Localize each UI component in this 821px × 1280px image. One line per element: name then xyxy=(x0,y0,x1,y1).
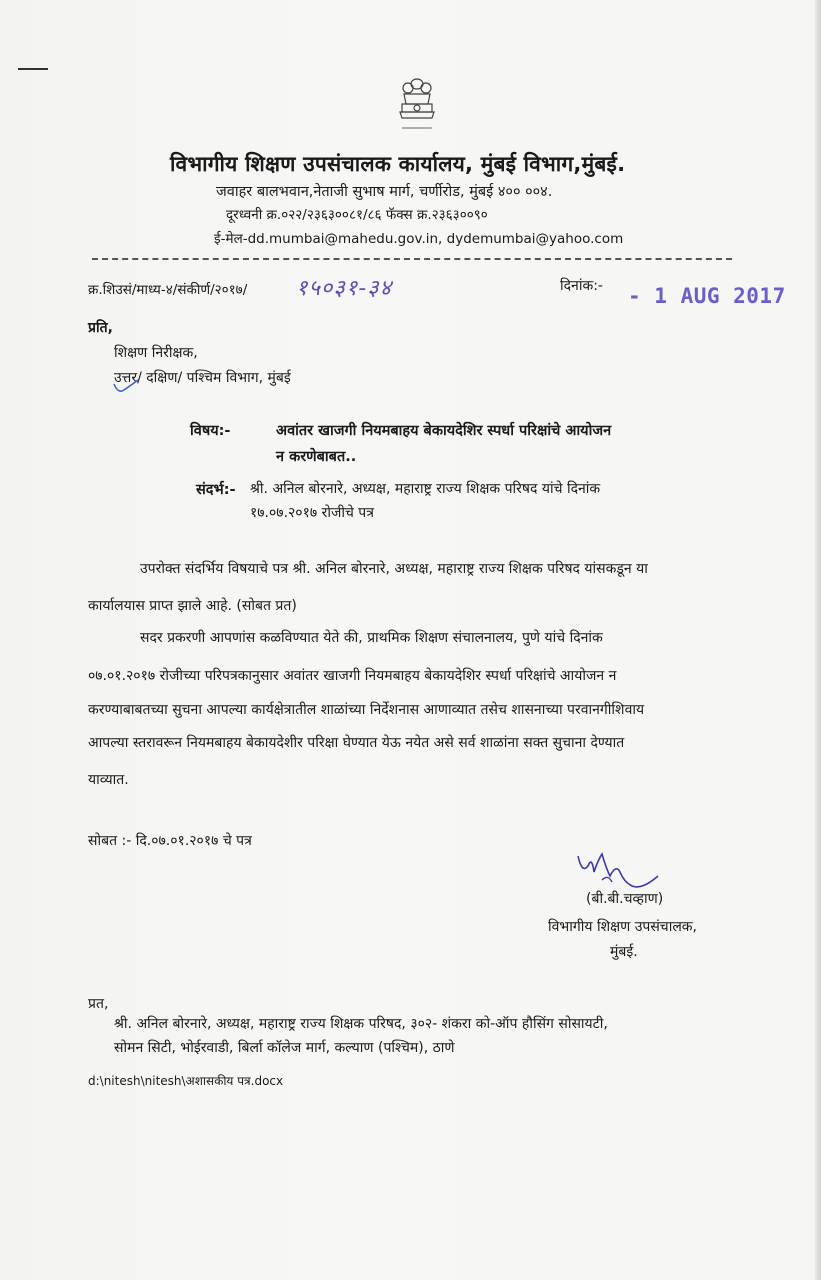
copy-to-line-1: श्री. अनिल बोरनारे, अध्यक्ष, महाराष्ट्र राज्य शिक्षक परिषद, ३०२- शंकरा को-ऑप हौसिंग सोसायटी, xyxy=(114,1016,608,1032)
recipient-line-1: शिक्षण निरीक्षक, xyxy=(114,345,198,361)
body-line: याव्यात. xyxy=(88,772,129,788)
reference-label: संदर्भ:- xyxy=(196,482,236,498)
body-line: सदर प्रकरणी आपणांस कळविण्यात येते की, प्राथमिक शिक्षण संचालनालय, पुणे यांचे दिनांक xyxy=(140,630,603,646)
subject-label: विषय:- xyxy=(190,423,231,439)
page-edge-shadow xyxy=(815,0,821,1280)
copy-to-line-2: सोमन सिटी, भोईरवाडी, बिर्ला कॉलेज मार्ग, कल्याण (पश्चिम), ठाणे xyxy=(114,1040,455,1056)
corner-dash-mark xyxy=(18,68,48,70)
national-emblem-icon xyxy=(392,74,442,136)
body-line: ०७.०१.२०१७ रोजीच्या परिपत्रकानुसार अवांतर खाजगी नियमबाहय बेकायदेशिर स्पर्धा परिक्षांचे आयोजन न xyxy=(88,668,617,684)
enclosure-note: सोबत :- दि.०७.०१.२०१७ चे पत्र xyxy=(88,833,252,849)
signatory-city: मुंबई. xyxy=(610,944,638,960)
subject-line-2: न करणेबाबत.. xyxy=(276,449,357,465)
body-line: करण्याबाबतच्या सुचना आपल्या कार्यक्षेत्रातील शाळांच्या निर्देशनास आणाव्यात तसेच शासनाच्या परवानगीशिवाय xyxy=(88,702,645,718)
date-stamp: - 1 AUG 2017 xyxy=(628,284,786,308)
body-line: आपल्या स्तरावरून नियमबाहय बेकायदेशीर परिक्षा घेण्यात येऊ नयेत असे सर्व शाळांना सक्त सुचाना देण्यात xyxy=(88,735,625,751)
office-email: ई-मेल-dd.mumbai@mahedu.gov.in, dydemumbai@yahoo.com xyxy=(214,231,624,247)
body-line: कार्यालयास प्राप्त झाले आहे. (सोबत प्रत) xyxy=(88,598,297,614)
reference-line-2: १७.०७.२०१७ रोजीचे पत्र xyxy=(250,505,374,521)
reference-handwritten-number: १५०३१-३४ xyxy=(296,276,393,301)
office-address: जवाहर बालभवान,नेताजी सुभाष मार्ग, चर्णीरोड, मुंबई ४०० ००४. xyxy=(216,184,553,200)
recipient-salutation: प्रति, xyxy=(88,320,113,336)
date-label: दिनांक:- xyxy=(560,278,603,294)
recipient-line-2: उत्तर/ दक्षिण/ पश्चिम विभाग, मुंबई xyxy=(114,370,291,386)
office-title: विभागीय शिक्षण उपसंचालक कार्यालय, मुंबई विभाग,मुंबई. xyxy=(170,152,626,176)
body-line: उपरोक्त संदर्भिय विषयाचे पत्र श्री. अनिल बोरनारे, अध्यक्ष, महाराष्ट्र राज्य शिक्षक परिषद यांसकडून या xyxy=(140,561,648,577)
signatory-title: विभागीय शिक्षण उपसंचालक, xyxy=(548,919,698,935)
reference-line-1: श्री. अनिल बोरनारे, अध्यक्ष, महाराष्ट्र राज्य शिक्षक परिषद यांचे दिनांक xyxy=(250,481,601,497)
header-divider xyxy=(92,258,732,260)
file-path: d:\nitesh\nitesh\अशासकीय पत्र.docx xyxy=(88,1074,284,1088)
office-phone-fax: दूरध्वनी क्र.०२२/२३६३००८१/८६ फॅक्स क्र.२३६३००९० xyxy=(226,207,488,223)
copy-to-label: प्रत, xyxy=(88,996,109,1012)
signatory-name: (बी.बी.चव्हाण) xyxy=(586,891,664,907)
pen-tick-icon xyxy=(112,378,140,396)
reference-number: क्र.शिउसं/माध्य-४/संकीर्ण/२०१७/ xyxy=(88,282,248,298)
subject-line-1: अवांतर खाजगी नियमबाहय बेकायदेशिर स्पर्धा परिक्षांचे आयोजन xyxy=(276,423,612,439)
